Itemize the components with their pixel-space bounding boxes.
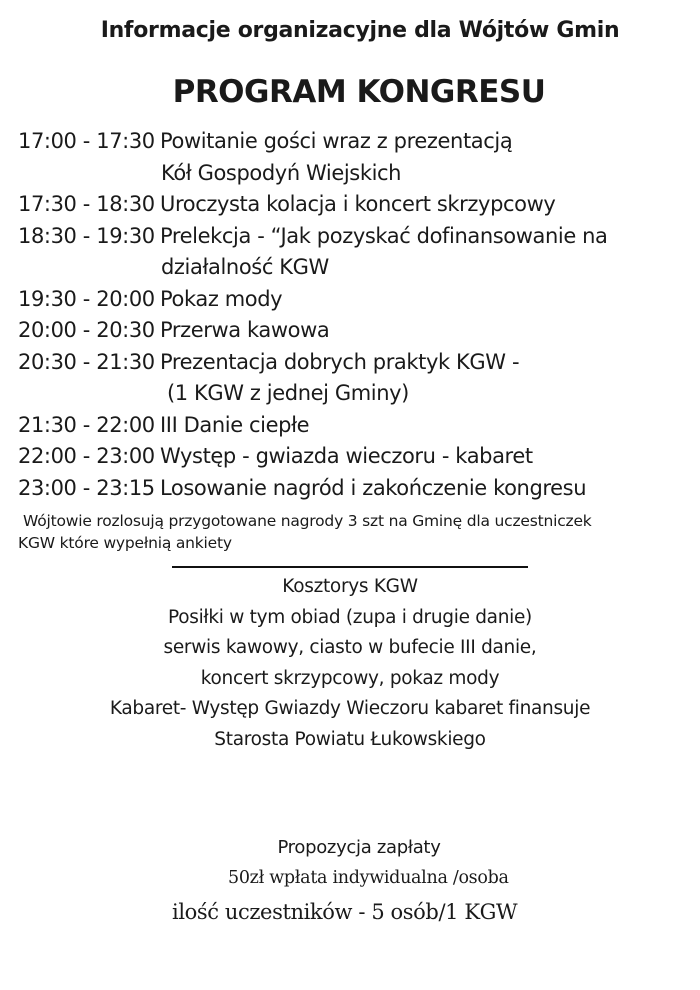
schedule-item bbox=[18, 473, 688, 505]
schedule-time: 17:00 - 17:30 bbox=[18, 129, 155, 153]
schedule-description: Prelekcja - “Jak pozyskać dofinansowanie na bbox=[160, 223, 608, 248]
schedule-time: 19:30 - 20:00 bbox=[18, 286, 155, 311]
schedule-description-continued: (1 KGW z jednej Gminy) bbox=[167, 381, 409, 405]
section-divider bbox=[172, 566, 528, 568]
cost-line: Kabaret- Występ Gwiazdy Wieczoru kabaret finansuje bbox=[109, 698, 591, 719]
schedule-time: 22:00 - 23:00 bbox=[18, 444, 155, 468]
schedule-time: 23:00 - 23:15 bbox=[18, 475, 155, 500]
schedule-item bbox=[18, 221, 688, 253]
note-line: Wójtowie rozlosują przygotowane nagrody 3 szt na Gminę dla uczestniczek bbox=[23, 512, 592, 530]
document-subtitle: Informacje organizacyjne dla Wójtów Gmin bbox=[100, 18, 620, 43]
note-line: KGW które wypełnią ankiety bbox=[18, 534, 232, 552]
schedule-description: Prezentacja dobrych praktyk KGW - bbox=[160, 349, 520, 374]
payment-section bbox=[0, 833, 700, 893]
schedule-item bbox=[18, 441, 688, 473]
payment-amount: 50zł wpłata indywidualna /osoba bbox=[228, 868, 509, 888]
cost-estimate-heading: Kosztorys KGW bbox=[282, 576, 418, 597]
schedule-description: III Danie ciepłe bbox=[160, 412, 310, 437]
schedule-time: 18:30 - 19:30 bbox=[18, 223, 155, 248]
prize-draw-note bbox=[18, 510, 688, 554]
schedule-description-continued: Kół Gospodyń Wiejskich bbox=[161, 160, 402, 185]
schedule-time: 20:30 - 21:30 bbox=[18, 349, 155, 374]
schedule-list bbox=[18, 126, 688, 504]
schedule-description: Uroczysta kolacja i koncert skrzypcowy bbox=[160, 192, 556, 216]
schedule-description: Powitanie gości wraz z prezentacją bbox=[160, 129, 513, 153]
schedule-item bbox=[18, 189, 688, 221]
schedule-item bbox=[18, 347, 688, 379]
schedule-description-continued: działalność KGW bbox=[161, 255, 329, 279]
cost-line: Posiłki w tym obiad (zupa i drugie danie) bbox=[168, 606, 532, 628]
schedule-item bbox=[18, 315, 688, 347]
schedule-item bbox=[18, 126, 688, 158]
schedule-time: 17:30 - 18:30 bbox=[18, 192, 155, 216]
cost-line: serwis kawowy, ciasto w bufecie III danie, bbox=[163, 637, 537, 658]
schedule-description: Występ - gwiazda wieczoru - kabaret bbox=[160, 444, 533, 468]
schedule-item bbox=[18, 284, 688, 316]
schedule-description: Przerwa kawowa bbox=[160, 318, 330, 342]
cost-line: Starosta Powiatu Łukowskiego bbox=[214, 728, 486, 750]
schedule-description: Pokaz mody bbox=[160, 286, 283, 311]
participant-count: ilość uczestników - 5 osób/1 KGW bbox=[172, 900, 518, 924]
schedule-time: 21:30 - 22:00 bbox=[18, 412, 155, 437]
cost-estimate-section bbox=[0, 572, 700, 755]
cost-line: koncert skrzypcowy, pokaz mody bbox=[200, 667, 500, 689]
page-title: PROGRAM KONGRESU bbox=[172, 74, 546, 110]
schedule-description: Losowanie nagród i zakończenie kongresu bbox=[160, 475, 587, 500]
schedule-item bbox=[18, 410, 688, 442]
payment-heading: Propozycja zapłaty bbox=[277, 837, 441, 858]
schedule-time: 20:00 - 20:30 bbox=[18, 318, 155, 342]
